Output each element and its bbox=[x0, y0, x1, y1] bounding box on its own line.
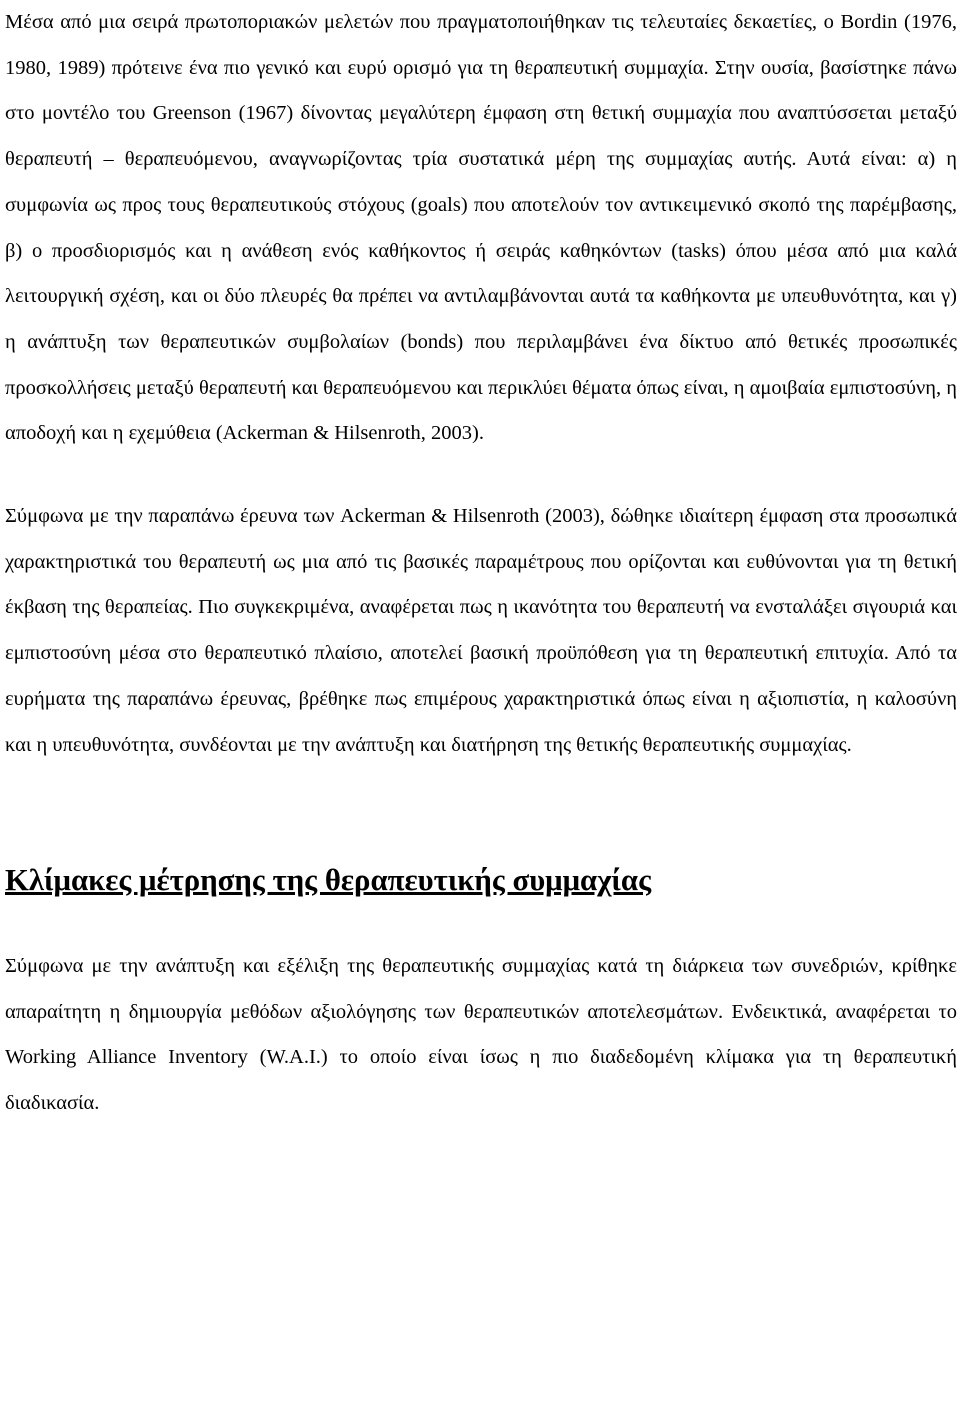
paragraph-bordin-alliance: Μέσα από μια σειρά πρωτοποριακών μελετών που πραγματοποιήθηκαν τις τελευταίες δεκαετίες, ο Bordin (1976, 1980, 1989) πρότεινε ένα πιο γενικό και ευρύ ορισμό για τη θεραπευτική συμμαχία. Στην ουσία, βασίστηκε πάνω στο μοντέλο του Greenson (1967) δίνοντας μεγαλύτερη έμφαση στη θετική συμμαχία που αναπτύσσεται μεταξύ θεραπευτή – θεραπευόμενου, αναγνωρίζοντας τρία συστατικά μέρη της συμμαχίας αυτής. Αυτά είναι: α) η συμφωνία ως προς τους θεραπευτικούς στόχους (goals) που αποτελούν τον αντικειμενικό σκοπό της παρέμβασης, β) ο προσδιορισμός και η ανάθεση ενός καθήκοντος ή σειράς καθηκόντων (tasks) όπου μέσα από μια καλά λειτουργική σχέση, και οι δύο πλευρές θα πρέπει να αντιλαμβάνονται αυτά τα καθήκοντα με υπευθυνότητα, και γ) η ανάπτυξη των θεραπευτικών συμβολαίων (bonds) που περιλαμβάνει ένα δίκτυο από θετικές προσωπικές προσκολλήσεις μεταξύ θεραπευτή και θεραπευόμενου και περικλύει θέματα όπως είναι, η αμοιβαία εμπιστοσύνη, η αποδοχή και η εχεμύθεια (Ackerman & Hilsenroth, 2003). bbox=[5, 11, 957, 445]
heading-spacer bbox=[5, 904, 957, 944]
document-page bbox=[5, 0, 957, 1127]
section-spacer bbox=[5, 768, 957, 858]
section-heading bbox=[5, 858, 957, 904]
paragraph-spacer bbox=[5, 457, 957, 494]
paragraph-therapist-characteristics: Σύμφωνα με την παραπάνω έρευνα των Ackerman & Hilsenroth (2003), δώθηκε ιδιαίτερη έμφαση στα προσωπικά χαρακτηριστικά του θεραπευτή ως μια από τις βασικές παραμέτρους που ορίζονται και ευθύνονται για τη θετική έκβαση της θεραπείας. Πιο συγκεκριμένα, αναφέρεται πως η ικανότητα του θεραπευτή να ενσταλάξει σιγουριά και εμπιστοσύνη μέσα στο θεραπευτικό πλαίσιο, αποτελεί βασική προϋπόθεση για τη θεραπευτική επιτυχία. Από τα ευρήματα της παραπάνω έρευνας, βρέθηκε πως επιμέρους χαρακτηριστικά όπως είναι η αξιοπιστία, η καλοσύνη και η υπευθυνότητα, συνδέονται με την ανάπτυξη και διατήρηση της θετικής θεραπευτικής συμμαχίας. bbox=[5, 505, 957, 756]
section-heading-text: Κλίμακες μέτρησης της θεραπευτικής συμμαχίας bbox=[5, 863, 652, 898]
paragraph-measurement-scales: Σύμφωνα με την ανάπτυξη και εξέλιξη της θεραπευτικής συμμαχίας κατά τη διάρκεια των συνεδριών, κρίθηκε απαραίτητη η δημιουργία μεθόδων αξιολόγησης των θεραπευτικών αποτελεσμάτων. Ενδεικτικά, αναφέρεται το Working Alliance Inventory (W.A.I.) το οποίο είναι ίσως η πιο διαδεδομένη κλίμακα για τη θεραπευτική διαδικασία. bbox=[5, 954, 957, 1115]
